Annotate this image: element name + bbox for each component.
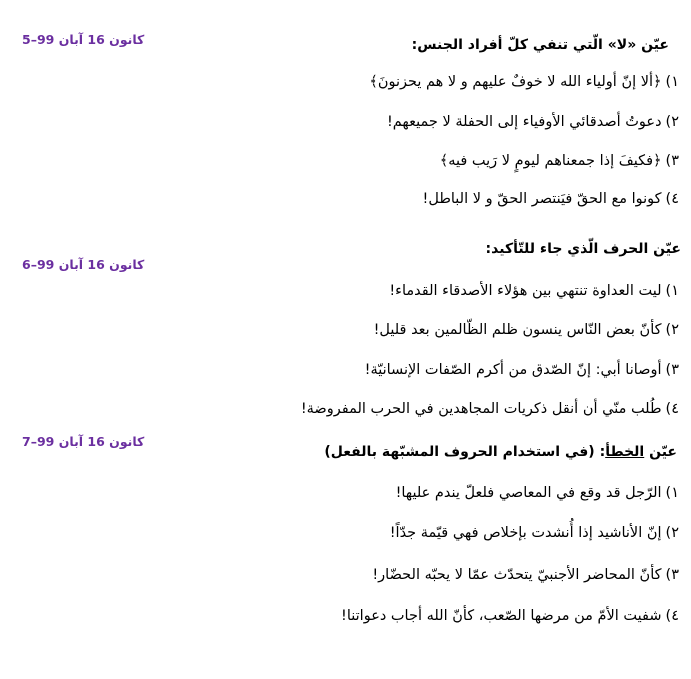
option-number: ١) [665,74,679,90]
heading-rest: : (في استخدام الحروف المشبّهة بالفعل) [324,444,606,460]
option-number: ٢) [665,114,679,130]
option-text: ﴿فكيفَ إذا جمعناهم ليومٍ لا رَيب فيه﴾ [439,153,662,169]
heading-underlined-word: الخطأ [605,444,645,460]
question-7-heading [324,441,677,463]
option-text: الرّجل قد وقع في المعاصي فلعلّ يندم عليها! [395,485,662,501]
question-5-option-1 [369,71,679,93]
question-tag-5: 5–کانون 16 آبان 99 [22,32,145,47]
option-number: ٣) [665,153,679,169]
option-number: ٢) [665,525,679,541]
question-6-option-4 [301,398,679,420]
question-tag-7: 7–کانون 16 آبان 99 [22,434,145,449]
question-6-option-2 [374,319,679,341]
question-6-option-3 [365,359,679,381]
question-7-option-2 [390,522,679,544]
option-text: شفيت الأمّ من مرضها الصّعب، كأنّ الله أجاب دعواتنا! [341,608,662,624]
question-tag-6: 6–کانون 16 آبان 99 [22,257,145,272]
question-5-option-4 [423,188,679,210]
option-number: ١) [665,283,679,299]
option-text: كأنّ المحاضر الأجنبيّ يتحدّث عمّا لا يحبّه الحضّار! [372,567,662,583]
option-number: ٤) [665,608,679,624]
question-5-option-3 [440,150,679,172]
option-text: أوصانا أبي: إنّ الصّدق من أكرم الصّفات الإنسانيّة! [364,362,662,378]
question-6-heading: عيّن الحرف الّذي جاء للتّأكيد: [485,241,681,257]
option-number: ٤) [665,401,679,417]
option-text: كأنّ بعض النّاس ينسون ظلم الظّالمين بعد قليل! [373,322,662,338]
option-text: ليت العداوة تنتهي بين هؤلاء الأصدقاء القدماء! [389,283,662,299]
option-number: ٣) [665,362,679,378]
question-7-option-4 [341,605,679,627]
option-number: ٤) [665,191,679,207]
option-text: طُلب منّي أن أنقل ذكريات المجاهدين في الحرب المفروضة! [300,401,662,417]
question-5-heading: عيّن «لا» الّتي تنفي كلّ أفراد الجنس: [411,37,669,53]
option-number: ١) [665,485,679,501]
option-text: ﴿ألا إنّ أولياء الله لا خوفٌ عليهم و لا هم يحزنونَ﴾ [369,74,662,90]
option-number: ٣) [665,567,679,583]
option-text: إنّ الأناشيد إذا أُنشدت بإخلاص فهي قيّمة جدّاً! [389,525,662,541]
option-number: ٢) [665,322,679,338]
option-text: كونوا مع الحقّ فيَنتصر الحقّ و لا الباطل! [422,191,662,207]
heading-prefix: عيّن [644,444,677,460]
option-text: دعوتُ أصدقائي الأوفياء إلى الحفلة لا جميعهم! [386,114,662,130]
question-7-option-1 [396,482,679,504]
question-7-option-3 [372,564,679,586]
question-6-option-1 [389,280,679,302]
question-5-option-2 [387,111,679,133]
